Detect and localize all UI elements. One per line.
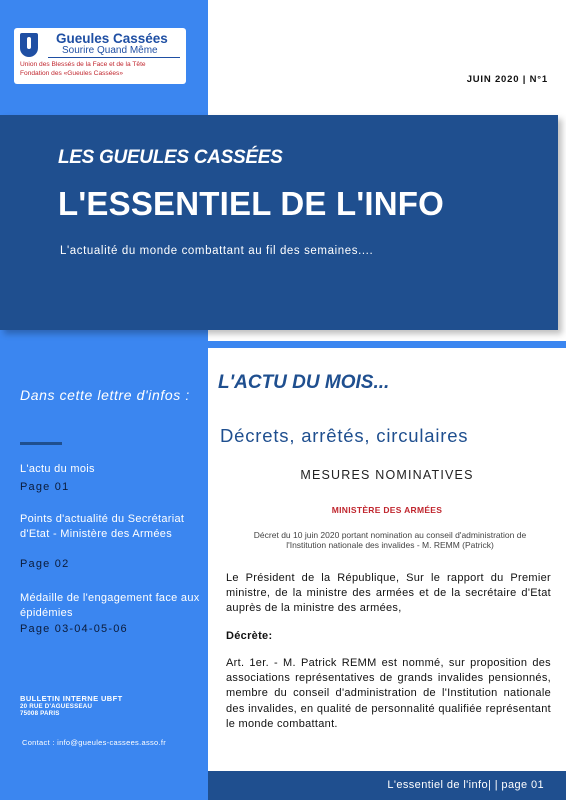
section-subheading: MESURES NOMINATIVES <box>300 468 474 482</box>
title-banner <box>0 115 558 330</box>
logo-divider <box>48 57 180 58</box>
ministry-label: MINISTÈRE DES ARMÉES <box>331 505 443 515</box>
logo-union-line: Union des Blessés de la Face et de la Tête <box>20 61 146 68</box>
bulletin-address-city: 75008 PARIS <box>20 710 60 717</box>
toc-item-page: Page 03-04-05-06 <box>20 623 128 635</box>
decree-title: Décret du 10 juin 2020 portant nomination au conseil d'administration de l'Institution nationale des invalides - M. REMM (Patrick) <box>253 530 527 550</box>
issue-date: JUIN 2020 | N°1 <box>466 74 548 85</box>
toc-item-label[interactable]: Points d'actualité du Secrétariat d'Etat - Ministère des Armées <box>20 513 185 540</box>
banner-tagline: L'actualité du monde combattant au fil des semaines.... <box>60 245 374 257</box>
article-paragraph: Le Président de la République, Sur le rapport du Premier ministre, de la ministre des armées et de la secrétaire d'Etat auprès de la ministre des armées, <box>226 572 551 615</box>
sidebar-divider <box>20 442 62 445</box>
toc-item-label[interactable]: L'actu du mois <box>20 463 95 475</box>
sidebar-heading: Dans cette lettre d'infos : <box>20 387 190 403</box>
banner-kicker: LES GUEULES CASSÉES <box>58 147 283 168</box>
toc-item-label[interactable]: Médaille de l'engagement face aux épidémies <box>20 592 200 619</box>
article-paragraph: Art. 1er. - M. Patrick REMM est nommé, sur proposition des associations représentatives de grands invalides pensionnés, membre du conseil d'administration de l'Institution nationale des invalides, en qualité de personnalité qualifiée représentant le monde combattant. <box>226 657 551 730</box>
section-title: L'ACTU DU MOIS... <box>218 372 390 393</box>
logo-foundation-line: Fondation des «Gueules Cassées» <box>20 70 124 77</box>
logo-title: Gueules Cassées <box>56 31 168 46</box>
contact-email[interactable]: Contact : info@gueules-cassees.asso.fr <box>22 738 167 747</box>
footer-bar <box>208 771 566 800</box>
section-heading: Décrets, arrêtés, circulaires <box>220 425 469 446</box>
content-top-border <box>208 341 566 348</box>
logo-subtitle: Sourire Quand Même <box>62 45 158 56</box>
bulletin-address-street: 20 RUE D'AGUESSEAU <box>20 703 93 710</box>
banner-title: L'ESSENTIEL DE L'INFO <box>58 185 444 222</box>
shield-icon <box>20 33 38 57</box>
toc-item-page: Page 02 <box>20 558 70 570</box>
footer-text: L'essentiel de l'info| | page 01 <box>387 779 544 791</box>
bulletin-title: BULLETIN INTERNE UBFT <box>20 694 123 703</box>
toc-item-page: Page 01 <box>20 481 70 493</box>
logo <box>14 28 186 84</box>
article-decree-label: Décrète: <box>226 630 273 642</box>
